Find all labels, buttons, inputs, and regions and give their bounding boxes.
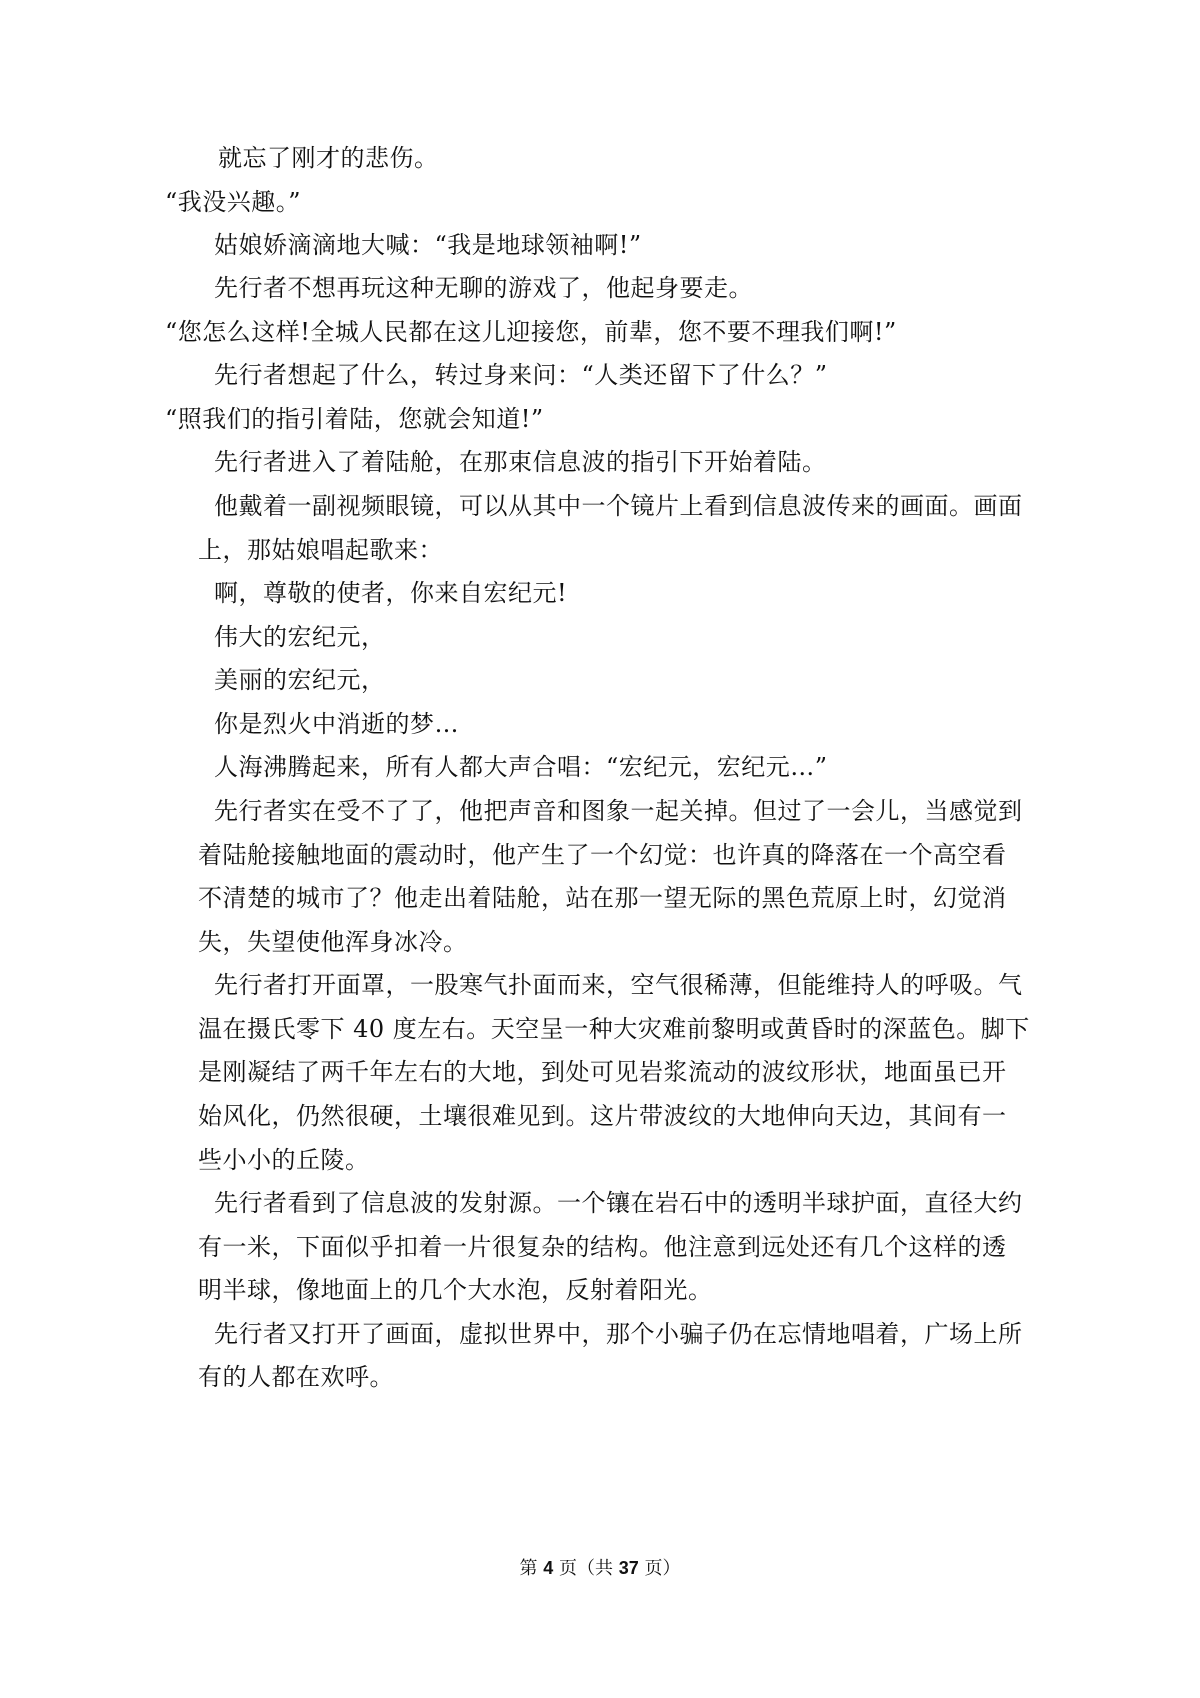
page-footer [0,1559,1200,1578]
text-line: 他戴着一副视频眼镜，可以从其中一个镜片上看到信息波传来的画面。画面 [214,492,1023,520]
footer-middle: 页（共 [553,1558,619,1579]
text-line: 是刚凝结了两千年左右的大地，到处可见岩浆流动的波纹形状，地面虽已开 [198,1058,1007,1086]
text-line: 美丽的宏纪元， [214,666,386,694]
footer-suffix: 页） [638,1558,681,1579]
text-line: 先行者看到了信息波的发射源。一个镶在岩石中的透明半球护面，直径大约 [214,1189,1023,1217]
text-line: 始风化，仍然很硬，土壤很难见到。这片带波纹的大地伸向天边，其间有一 [198,1102,1007,1130]
footer-page-number: 4 [543,1558,554,1578]
footer-total-pages: 37 [618,1558,639,1578]
text-line: 有的人都在欢呼。 [198,1363,394,1391]
text-line: 些小小的丘陵。 [198,1146,370,1174]
text-line: 先行者又打开了画面，虚拟世界中，那个小骗子仍在忘情地唱着，广场上所 [214,1320,1023,1348]
text-line: 就忘了刚才的悲伤。 [218,144,439,172]
text-line: 先行者进入了着陆舱，在那束信息波的指引下开始着陆。 [214,448,827,476]
text-line: “照我们的指引着陆，您就会知道!” [165,405,544,433]
text-line: “我没兴趣。” [165,188,302,216]
text-line: “您怎么这样!全城人民都在这儿迎接您，前辈，您不要不理我们啊!” [165,318,897,346]
text-line: 姑娘娇滴滴地大喊：“我是地球领袖啊!” [214,231,642,259]
text-line: 先行者不想再玩这种无聊的游戏了，他起身要走。 [214,274,753,302]
text-line: 伟大的宏纪元， [214,623,386,651]
text-line: 失，失望使他浑身冰冷。 [198,928,468,956]
text-line: 你是烈火中消逝的梦… [214,710,459,738]
text-line: 上，那姑娘唱起歌来： [198,536,443,564]
text-line: 啊，尊敬的使者，你来自宏纪元! [214,579,568,607]
text-line: 温在摄氏零下 40 度左右。天空呈一种大灾难前黎明或黄昏时的深蓝色。脚下 [198,1015,1030,1043]
text-line: 有一米，下面似乎扣着一片很复杂的结构。他注意到远处还有几个这样的透 [198,1233,1007,1261]
text-line: 明半球，像地面上的几个大水泡，反射着阳光。 [198,1276,713,1304]
text-line: 不清楚的城市了？他走出着陆舱，站在那一望无际的黑色荒原上时，幻觉消 [198,884,1007,912]
text-line: 人海沸腾起来，所有人都大声合唱：“宏纪元，宏纪元…” [214,753,828,781]
text-line: 着陆舱接触地面的震动时，他产生了一个幻觉：也许真的降落在一个高空看 [198,841,1007,869]
footer-prefix: 第 [519,1558,544,1579]
text-line: 先行者打开面罩，一股寒气扑面而来，空气很稀薄，但能维持人的呼吸。气 [214,971,1023,999]
text-line: 先行者想起了什么，转过身来问：“人类还留下了什么？” [214,361,828,389]
text-line: 先行者实在受不了了，他把声音和图象一起关掉。但过了一会儿，当感觉到 [214,797,1023,825]
